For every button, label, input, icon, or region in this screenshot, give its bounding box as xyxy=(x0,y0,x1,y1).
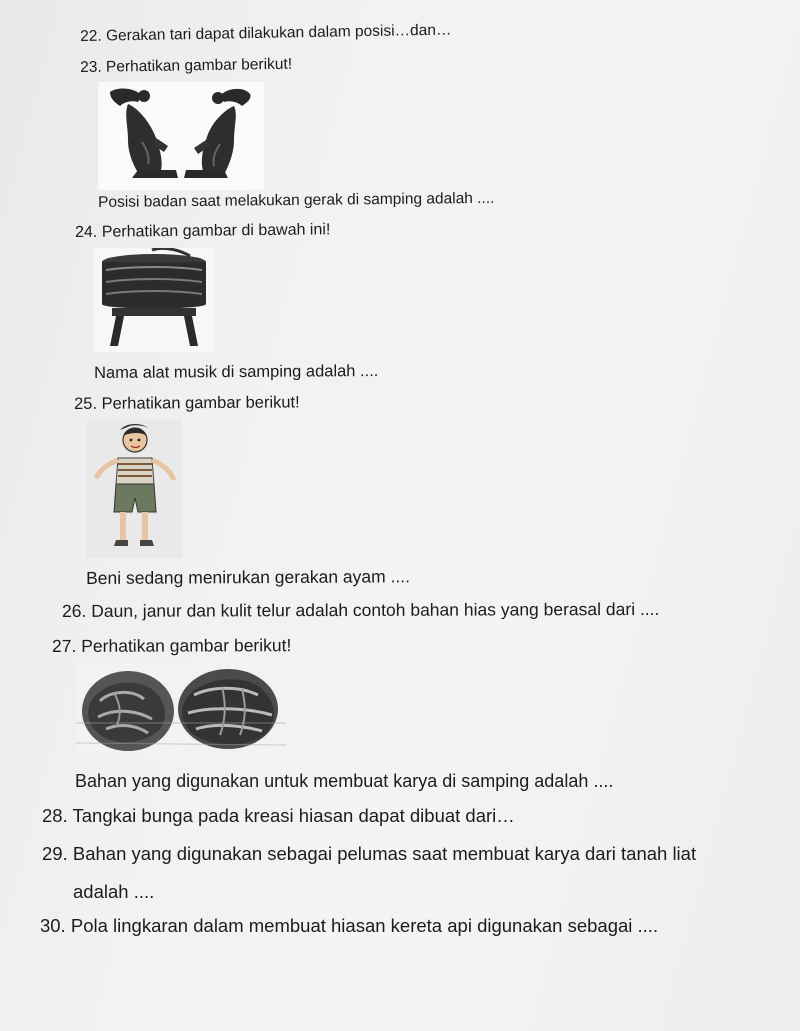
question-27: 27. Perhatikan gambar berikut! xyxy=(51,635,292,656)
clay-craft-image xyxy=(76,663,286,757)
question-23-text: Posisi badan saat melakukan gerak di samping adalah .... xyxy=(98,189,495,211)
question-24: 24. Perhatikan gambar di bawah ini! xyxy=(75,221,331,241)
question-24-text: Nama alat musik di samping adalah .... xyxy=(94,362,379,382)
question-25-text: Beni sedang menirukan gerakan ayam .... xyxy=(85,566,411,588)
question-25: 25. Perhatikan gambar berikut! xyxy=(74,393,300,413)
question-22: 22. Gerakan tari dapat dilakukan dalam posisi…dan… xyxy=(80,21,452,45)
question-23: 23. Perhatikan gambar berikut! xyxy=(80,55,293,76)
question-28: 28. Tangkai bunga pada kreasi hiasan dapat dibuat dari… xyxy=(42,805,515,826)
question-29-text: adalah .... xyxy=(73,881,155,902)
drum-image xyxy=(94,248,214,352)
kneeling-dancers-image xyxy=(98,82,264,190)
question-30: 30. Pola lingkaran dalam membuat hiasan kereta api digunakan sebagai .... xyxy=(40,915,659,936)
question-29: 29. Bahan yang digunakan sebagai pelumas saat membuat karya dari tanah liat xyxy=(42,843,697,864)
question-27-text: Bahan yang digunakan untuk membuat karya di samping adalah .... xyxy=(75,771,614,791)
question-26: 26. Daun, janur dan kulit telur adalah contoh bahan hias yang berasal dari .... xyxy=(61,598,660,621)
boy-image xyxy=(86,420,182,558)
